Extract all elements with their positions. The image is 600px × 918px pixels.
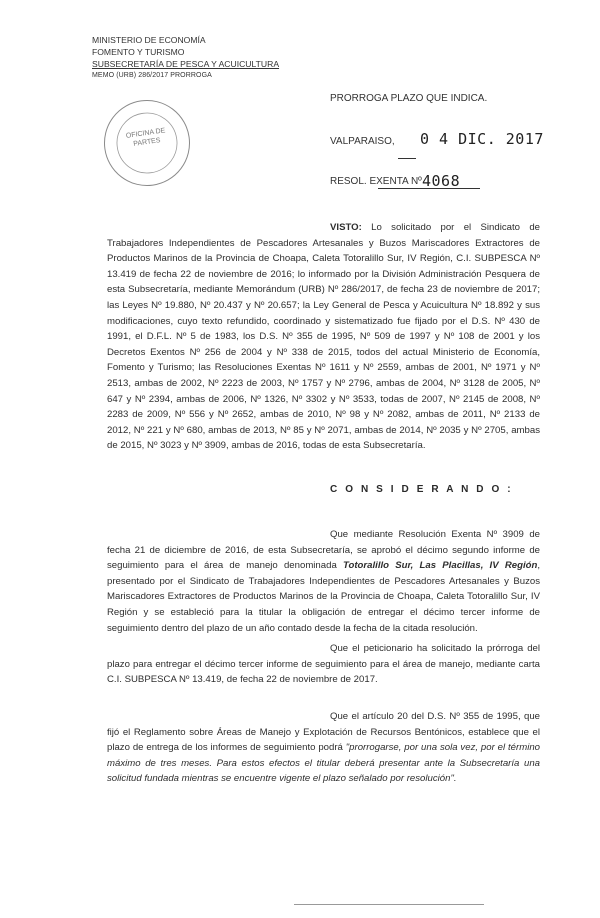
memo-line: MEMO (URB) 286/2017 PRORROGA <box>92 72 212 79</box>
considering-paragraph-3 <box>107 709 540 787</box>
date-dash <box>398 158 416 159</box>
para1-text-a: Que mediante Resolución Exenta Nº 3909 de fecha 21 de diciembre de 2016, de esta Subsecretaría, se aprobó el décimo segundo informe de seguimiento para el área de manejo denominada <box>107 529 540 572</box>
resolution-number: 4068 <box>422 172 461 190</box>
footer-rule <box>294 904 484 905</box>
subsecretaria-line: SUBSECRETARÍA DE PESCA Y ACUICULTURA <box>92 59 280 69</box>
stamp-inner-text: OFICINA DE PARTES <box>125 127 166 148</box>
para3-text-a: Que el artículo 20 del D.S. Nº 355 de 1995, que fijó el Reglamento sobre Áreas de Manejo y Explotación de Recursos Bentónicos, establece que el plazo de entrega de los informes de seguimiento podrá <box>107 711 540 754</box>
considering-paragraph-2 <box>107 641 540 688</box>
document-subject: PRORROGA PLAZO QUE INDICA. <box>330 93 488 104</box>
visto-label: VISTO: <box>330 222 362 233</box>
city-label: VALPARAISO, <box>330 136 395 147</box>
visto-paragraph <box>107 220 540 454</box>
area-name: Totoralillo Sur, Las Placillas, IV Región <box>343 560 538 572</box>
ministry-line: MINISTERIO DE ECONOMÍA <box>92 35 206 45</box>
para1-text-c: , presentado por el Sindicato de Trabajadores Independientes de Pescadores Artesanales y Buzos Mariscadores Extractores de Productos Marinos de la Provincia de Choapa, Caleta Totoralillo Sur, IV Región y se estableció para la titular la obligación de entregar el décimo tercer informe de seguimiento dentro del plazo de un año contado desde la fecha de la citada resolución. <box>107 560 541 634</box>
document-date: 0 4 DIC. 2017 <box>420 130 544 148</box>
ministry-line-2: FOMENTO Y TURISMO <box>92 47 185 57</box>
visto-text: Lo solicitado por el Sindicato de Trabajadores Independientes de Pescadores Artesanales y Buzos Mariscadores Extractores de Productos Marinos de la Provincia de Choapa, Caleta Totoralillo Sur, IV Región, C.I. SUBPESCA Nº 13.419 de fecha 22 de noviembre de 2016; lo informado por la División Administración Pesquera de esta Subsecretaría, mediante Memorándum (URB) Nº 286/2017, de fecha 23 de noviembre de 2017; las Leyes Nº 19.880, Nº 20.437 y Nº 20.657; la Ley General de Pesca y Acuicultura Nº 18.892 y sus modificaciones, cuyo texto refundido, coordinado y sistematizado fue fijado por el D.S. Nº 430 de 1991, el D.F.L. Nº 5 de 1983, los D.S. Nº 355 de 1995, Nº 509 de 1997 y Nº 108 de 2001 y los Decretos Exentos Nº 256 de 2004 y Nº 338 de 2015, todos del actual Ministerio de Economía, Fomento y Turismo; las Resoluciones Exentas Nº 1611 y Nº 2559, ambas de 2001, Nº 1971 y Nº 2513, ambas de 2002, Nº 2223 de 2003, Nº 1757 y Nº 2796, ambas de 2004, Nº 3128 de 2005, Nº 647 y Nº 2394, ambas de 2006, Nº 1326, Nº 3302 y Nº 3533, todas de 2007, Nº 2145 de 2008, Nº 2283 de 2009, Nº 556 y Nº 2652, ambas de 2010, Nº 98 y Nº 2082, ambas de 2011, Nº 2133 de 2012, Nº 221 y Nº 680, ambas de 2013, Nº 85 y Nº 2071, ambas de 2014, Nº 2035 y Nº 2705, ambas de 2015, Nº 3023 y Nº 3909, ambas de 2016, todas de esta Subsecretaría. <box>107 222 540 452</box>
considerando-heading: C O N S I D E R A N D O : <box>330 484 514 495</box>
regulation-quote: "prorrogarse, por una sola vez, por el término máximo de tres meses. Para estos efectos el titular deberá presentar ante la Subsecretaría una solicitud fundada mientras se encuentre vigente el plazo señalado por resolución". <box>107 742 540 785</box>
resolution-label: RESOL. EXENTA Nº <box>330 176 422 187</box>
official-stamp <box>98 94 195 191</box>
considering-paragraph-1 <box>107 527 540 636</box>
para2-text: Que el peticionario ha solicitado la prórroga del plazo para entregar el décimo tercer informe de seguimiento para el área de manejo, mediante carta C.I. SUBPESCA Nº 13.419, de fecha 22 de noviembre de 2017. <box>107 643 540 686</box>
letterhead <box>92 34 279 82</box>
